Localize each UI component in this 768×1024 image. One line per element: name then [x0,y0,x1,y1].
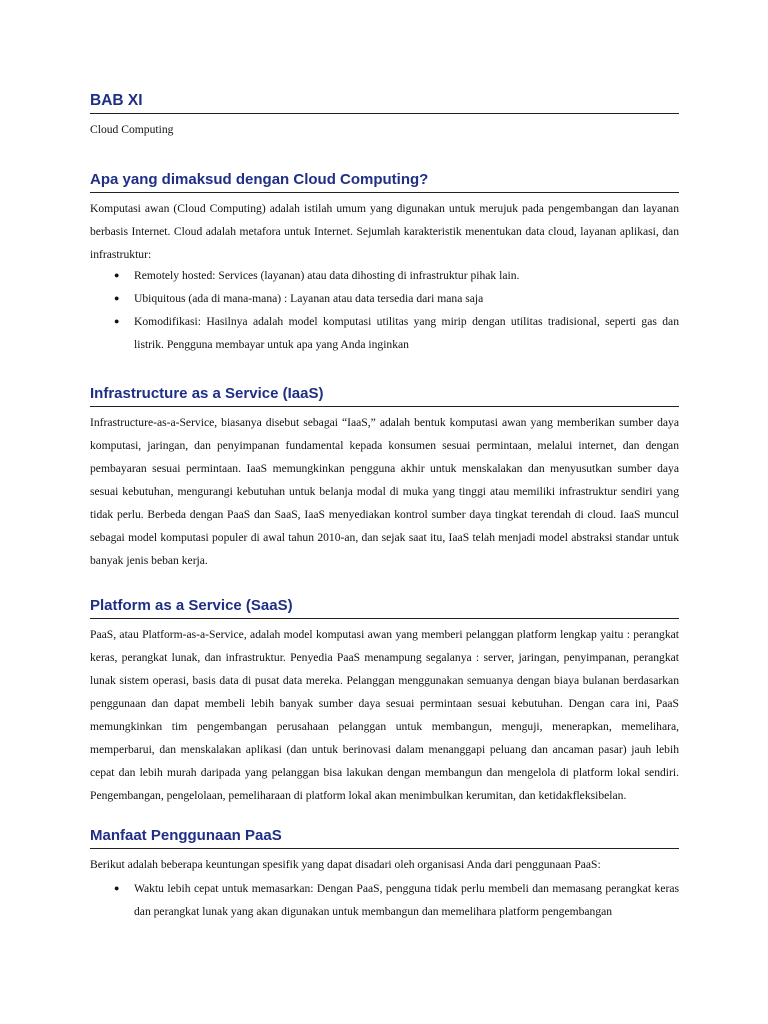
section-what-bullet-list [90,264,679,356]
list-item [90,287,679,310]
section-heading-paas: Platform as a Service (SaaS) [90,596,679,619]
section-heading-what: Apa yang dimaksud dengan Cloud Computing? [90,170,679,193]
section-paas-paragraph: PaaS, atau Platform-as-a-Service, adalah model komputasi awan yang memberi pelanggan platform lengkap yaitu : perangkat keras, perangkat lunak, dan infrastruktur. Penyedia PaaS menampung segalanya : server, jaringan, penyimpanan, perangkat lunak sistem operasi, basis data di pusat data mereka. Pelanggan menggunakan semuanya dengan biaya bulanan berdasarkan penggunaan dan dapat membeli lebih banyak sumber daya sesuai permintaan sesuai kebutuhan. Dengan cara ini, PaaS memungkinkan tim pengembangan perusahaan pelanggan untuk membangun, menguji, menerapkan, memelihara, memperbarui, dan menskalakan aplikasi (dan untuk berinovasi dalam menanggapi peluang dan ancaman pasar) jauh lebih cepat dan lebih murah daripada yang pelanggan bisa lakukan dengan membangun dan mengelola di platform lokal sendiri. Pengembangan, pengelolaan, pemeliharaan di platform lokal akan menimbulkan kerumitan, dan ketidakfleksibelan. [90,628,679,802]
bullet-icon: ● [114,293,120,303]
list-item-text: Waktu lebih cepat untuk memasarkan: Dengan PaaS, pengguna tidak perlu membeli dan memasang perangkat keras dan perangkat lunak yang akan digunakan untuk membangun dan memelihara platform pengembangan [134,882,679,918]
section-benefits-bullet-list [90,877,679,923]
section-iaas-paragraph: Infrastructure-as-a-Service, biasanya disebut sebagai “IaaS,” adalah bentuk komputasi awan yang memberikan sumber daya komputasi, jaringan, dan penyimpanan fundamental kepada konsumen sesuai permintaan, melalui internet, dan dengan pembayaran sesuai permintaan. IaaS memungkinkan pengguna akhir untuk menskalakan dan menyusutkan sumber daya sesuai kebutuhan, mengurangi kebutuhan untuk belanja modal di muka yang tinggi atau memiliki infrastruktur sendiri yang tidak perlu. Berbeda dengan PaaS dan SaaS, IaaS menyediakan kontrol sumber daya tingkat terendah di cloud. IaaS muncul sebagai model komputasi populer di awal tahun 2010-an, dan sejak saat itu, IaaS telah menjadi model abstraksi standar untuk banyak jenis beban kerja. [90,416,679,567]
list-item-text: Remotely hosted: Services (layanan) atau data dihosting di infrastruktur pihak lain. [134,269,520,282]
bullet-icon: ● [114,316,120,326]
bullet-icon: ● [114,270,120,280]
list-item-text: Ubiquitous (ada di mana-mana) : Layanan atau data tersedia dari mana saja [134,292,484,305]
section-heading-iaas: Infrastructure as a Service (IaaS) [90,384,679,407]
chapter-title: BAB XI [90,91,679,114]
list-item-text: Komodifikasi: Hasilnya adalah model komputasi utilitas yang mirip dengan utilitas tradisional, seperti gas dan listrik. Pengguna membayar untuk apa yang Anda inginkan [134,315,679,351]
list-item [90,264,679,287]
chapter-subtitle: Cloud Computing [90,123,174,136]
bullet-icon: ● [114,883,120,893]
section-what-paragraph: Komputasi awan (Cloud Computing) adalah istilah umum yang digunakan untuk merujuk pada pengembangan dan layanan berbasis Internet. Cloud adalah metafora untuk Internet. Sejumlah karakteristik menentukan data cloud, layanan aplikasi, dan infrastruktur: [90,202,679,261]
section-heading-benefits: Manfaat Penggunaan PaaS [90,826,679,849]
list-item [90,310,679,356]
list-item [90,877,679,923]
section-benefits-paragraph: Berikut adalah beberapa keuntungan spesifik yang dapat disadari oleh organisasi Anda dari penggunaan PaaS: [90,858,601,871]
